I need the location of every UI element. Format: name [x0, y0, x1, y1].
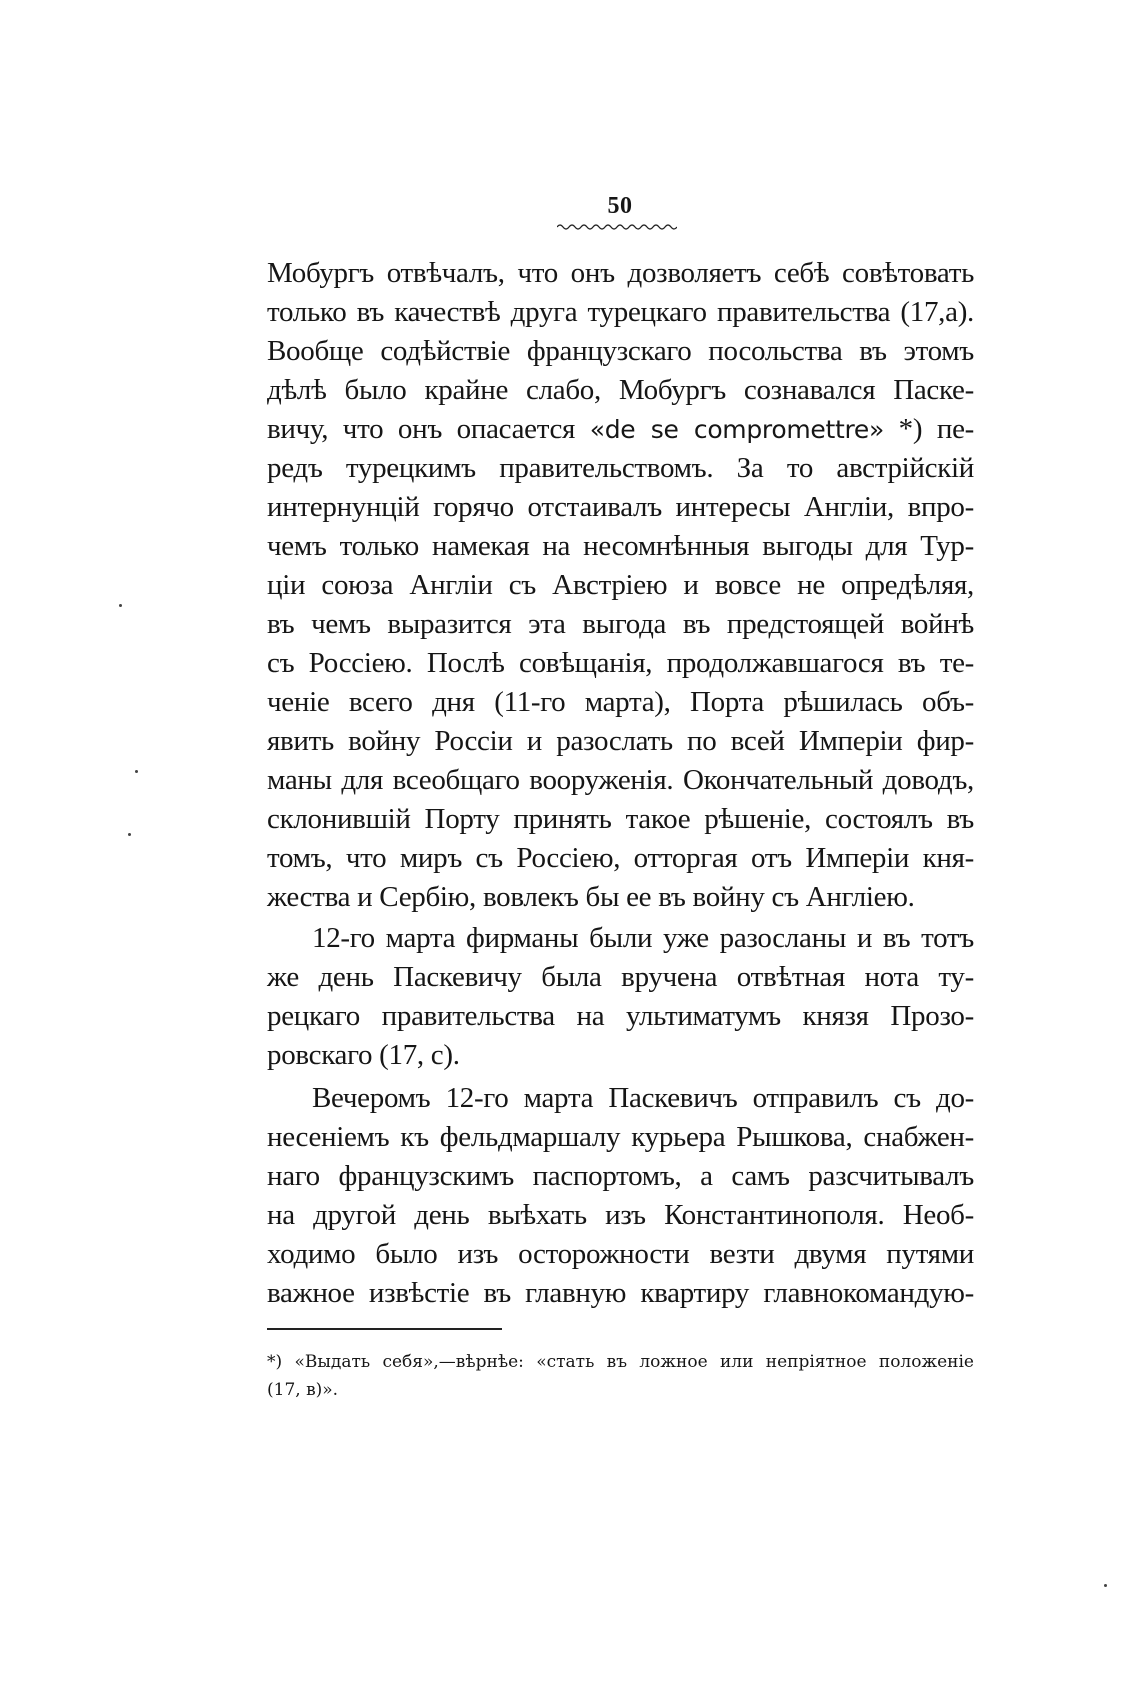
body-line: склонившій Порту принять такое рѣшеніе, состоялъ въ: [267, 803, 974, 835]
paragraph-start-line: Вечеромъ 12-го марта Паскевичъ отправилъ съ до-: [312, 1082, 974, 1114]
body-line: [267, 410, 974, 449]
body-line-start: вичу, что онъ опасается: [267, 413, 576, 445]
body-line: на другой день выѣхать изъ Константинополя. Необ-: [267, 1199, 974, 1231]
body-line: редъ турецкимъ правительствомъ. За то австрійскій: [267, 452, 974, 484]
body-line: ходимо было изъ осторожности везти двумя путями: [267, 1238, 974, 1270]
footnote-line: (17, в)».: [267, 1380, 339, 1400]
body-line: жества и Сербію, вовлекъ бы ее въ войну съ Англіею.: [267, 881, 915, 913]
body-line: же день Паскевичу была вручена отвѣтная нота ту-: [267, 961, 974, 993]
page-number: 50: [607, 193, 633, 219]
body-line: несеніемъ къ фельдмаршалу курьера Рышкова, снабжен-: [267, 1121, 974, 1153]
paragraph-start-line: 12-го марта фирманы были уже разосланы и въ тотъ: [312, 922, 974, 954]
scan-speck: [1104, 1584, 1107, 1587]
footnote-line: *) «Выдать себя»,—вѣрнѣе: «стать въ ложное или непріятное положеніе: [267, 1352, 974, 1372]
body-line: ровскаго (17, с).: [267, 1039, 460, 1071]
body-line: наго французскимъ паспортомъ, а самъ разсчитывалъ: [267, 1160, 974, 1192]
body-line: рецкаго правительства на ультиматумъ князя Прозо-: [267, 1000, 974, 1032]
body-line: ченіе всего дня (11-го марта), Порта рѣшилась объ-: [267, 686, 974, 718]
scan-speck: [128, 833, 131, 836]
body-line: ціи союза Англіи съ Австріею и вовсе не опредѣляя,: [267, 569, 974, 601]
footnote-divider: [267, 1328, 502, 1330]
body-line: только въ качествѣ друга турецкаго правительства (17,а).: [267, 296, 974, 328]
body-line: томъ, что миръ съ Россіею, отторгая отъ Имперіи кня-: [267, 842, 974, 874]
scan-speck: [119, 604, 122, 607]
body-line: въ чемъ выразится эта выгода въ предстоящей войнѣ: [267, 608, 974, 640]
body-line: съ Россіею. Послѣ совѣщанія, продолжавшагося въ те-: [267, 647, 974, 679]
body-line: дѣлѣ было крайне слабо, Мобургъ сознавался Паске-: [267, 374, 974, 406]
body-line: интернунцій горячо отстаивалъ интересы Англіи, впро-: [267, 491, 974, 523]
scan-speck: [135, 770, 138, 773]
footnote-marker: *) пе-: [898, 413, 975, 445]
body-line: Мобургъ отвѣчалъ, что онъ дозволяетъ себѣ совѣтовать: [267, 257, 974, 289]
body-line: чемъ только намекая на несомнѣнныя выгоды для Тур-: [267, 530, 974, 562]
wavy-ornament: [557, 221, 677, 231]
body-line: явить войну Россіи и разослать по всей Имперіи фир-: [267, 725, 974, 757]
body-line: маны для всеобщаго вооруженія. Окончательный доводъ,: [267, 764, 974, 796]
latin-phrase: «de se compromettre»: [589, 415, 885, 444]
body-line: Вообще содѣйствіе французскаго посольства въ этомъ: [267, 335, 974, 367]
body-line: важное извѣстіе въ главную квартиру главнокомандую-: [267, 1277, 974, 1309]
